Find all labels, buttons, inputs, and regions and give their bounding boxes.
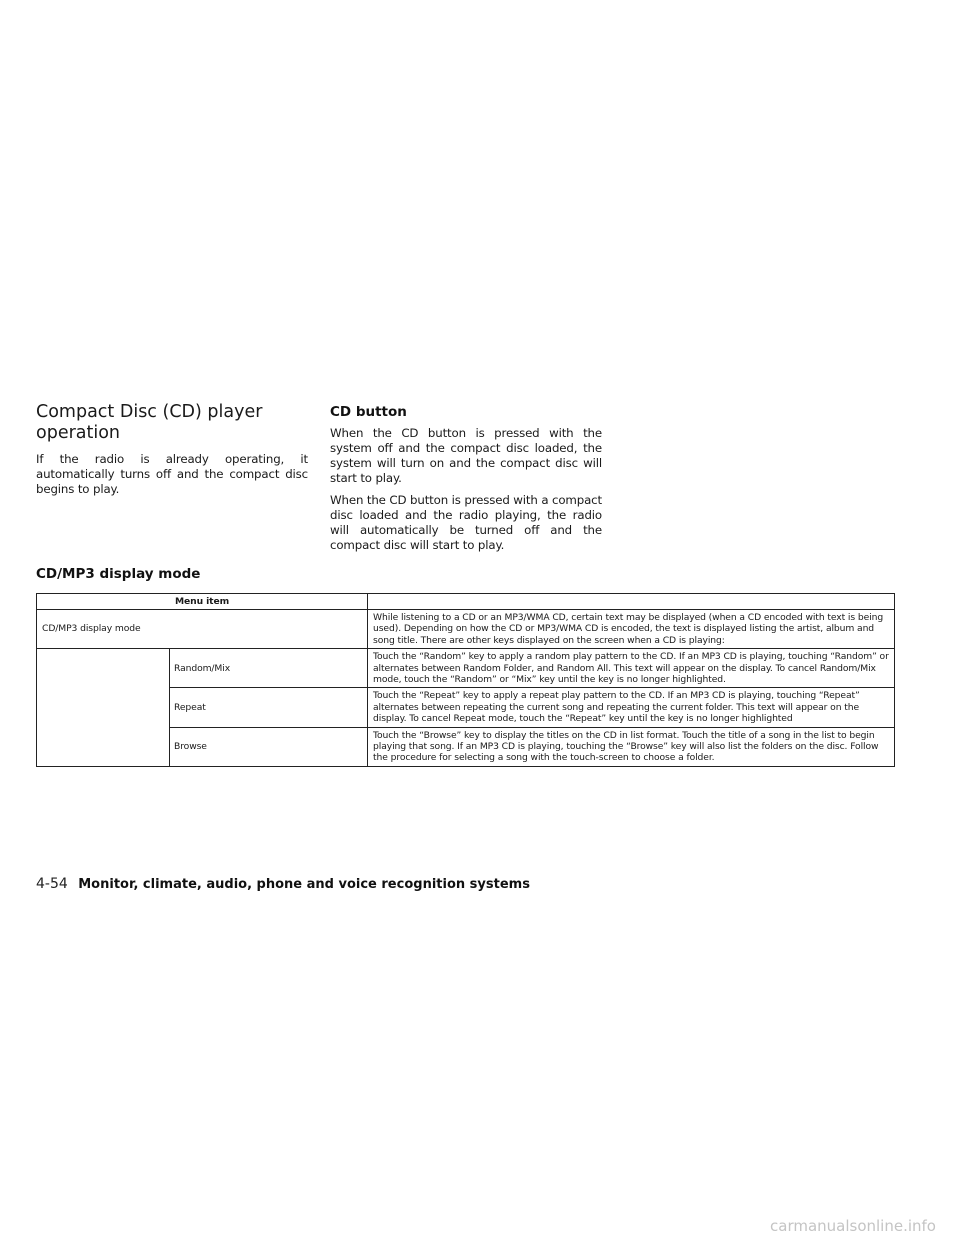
- row-desc-repeat: Touch the “Repeat” key to apply a repeat play pattern to the CD. If an MP3 CD is playing, touching “Repeat” alternates between repeating the current song and repeating the current folder. This text will appear on the display. To cancel Repeat mode, touch the “Repeat” key until the key is no longer highlighted: [368, 688, 895, 727]
- table-header-row: [37, 594, 895, 610]
- chapter-title: Monitor, climate, audio, phone and voice recognition systems: [78, 877, 530, 892]
- row-desc-browse: Touch the “Browse” key to display the titles on the CD in list format. Touch the title of a song in the list to begin playing that song. If an MP3 CD is playing, touching the “Browse” key will also list the folders on the disc. Follow the procedure for selecting a song with the touch-screen to choose a folder.: [368, 727, 895, 766]
- right-column: [330, 402, 602, 560]
- section-heading-cd-player: Compact Disc (CD) player operation: [36, 402, 263, 443]
- table-row: [37, 610, 895, 649]
- row-label-display-mode: CD/MP3 display mode: [37, 610, 368, 649]
- row-label-browse: Browse: [170, 727, 368, 766]
- table-title: CD/MP3 display mode: [36, 566, 201, 582]
- page-number: 4-54: [36, 876, 68, 892]
- left-column: [36, 402, 308, 504]
- header-menu-item: Menu item: [37, 594, 368, 610]
- cd-button-paragraph-1: When the CD button is pressed with the system off and the compact disc loaded, the system will turn on and the compact disc will start to play.: [330, 426, 602, 485]
- table-row: [37, 649, 895, 688]
- row-label-random-mix: Random/Mix: [170, 649, 368, 688]
- subheading-cd-button: CD button: [330, 404, 407, 420]
- header-description: [368, 594, 895, 610]
- row-desc-random-mix: Touch the “Random” key to apply a random play pattern to the CD. If an MP3 CD is playing, touching “Random” or alternates between Random Folder, and Random All. This text will appear on the display. To cancel Random/Mix mode, touch the “Random” or “Mix” key until the key is no longer highlighted.: [368, 649, 895, 688]
- page-footer: [36, 875, 530, 894]
- cd-button-paragraph-2: When the CD button is pressed with a compact disc loaded and the radio playing, the radio will automatically be turned off and the compact disc will start to play.: [330, 493, 602, 552]
- menu-table: [36, 593, 895, 767]
- row-desc-display-mode: While listening to a CD or an MP3/WMA CD, certain text may be displayed (when a CD encoded with text is being used). Depending on how the CD or MP3/WMA CD is encoded, the text is displayed listing the artist, album and song title. There are other keys displayed on the screen when a CD is playing:: [368, 610, 895, 649]
- watermark-text: carmanualsonline.info: [770, 1217, 936, 1235]
- row-label-repeat: Repeat: [170, 688, 368, 727]
- row-indent-cell: [37, 649, 170, 767]
- intro-paragraph: If the radio is already operating, it automatically turns off and the compact disc begins to play.: [36, 452, 308, 496]
